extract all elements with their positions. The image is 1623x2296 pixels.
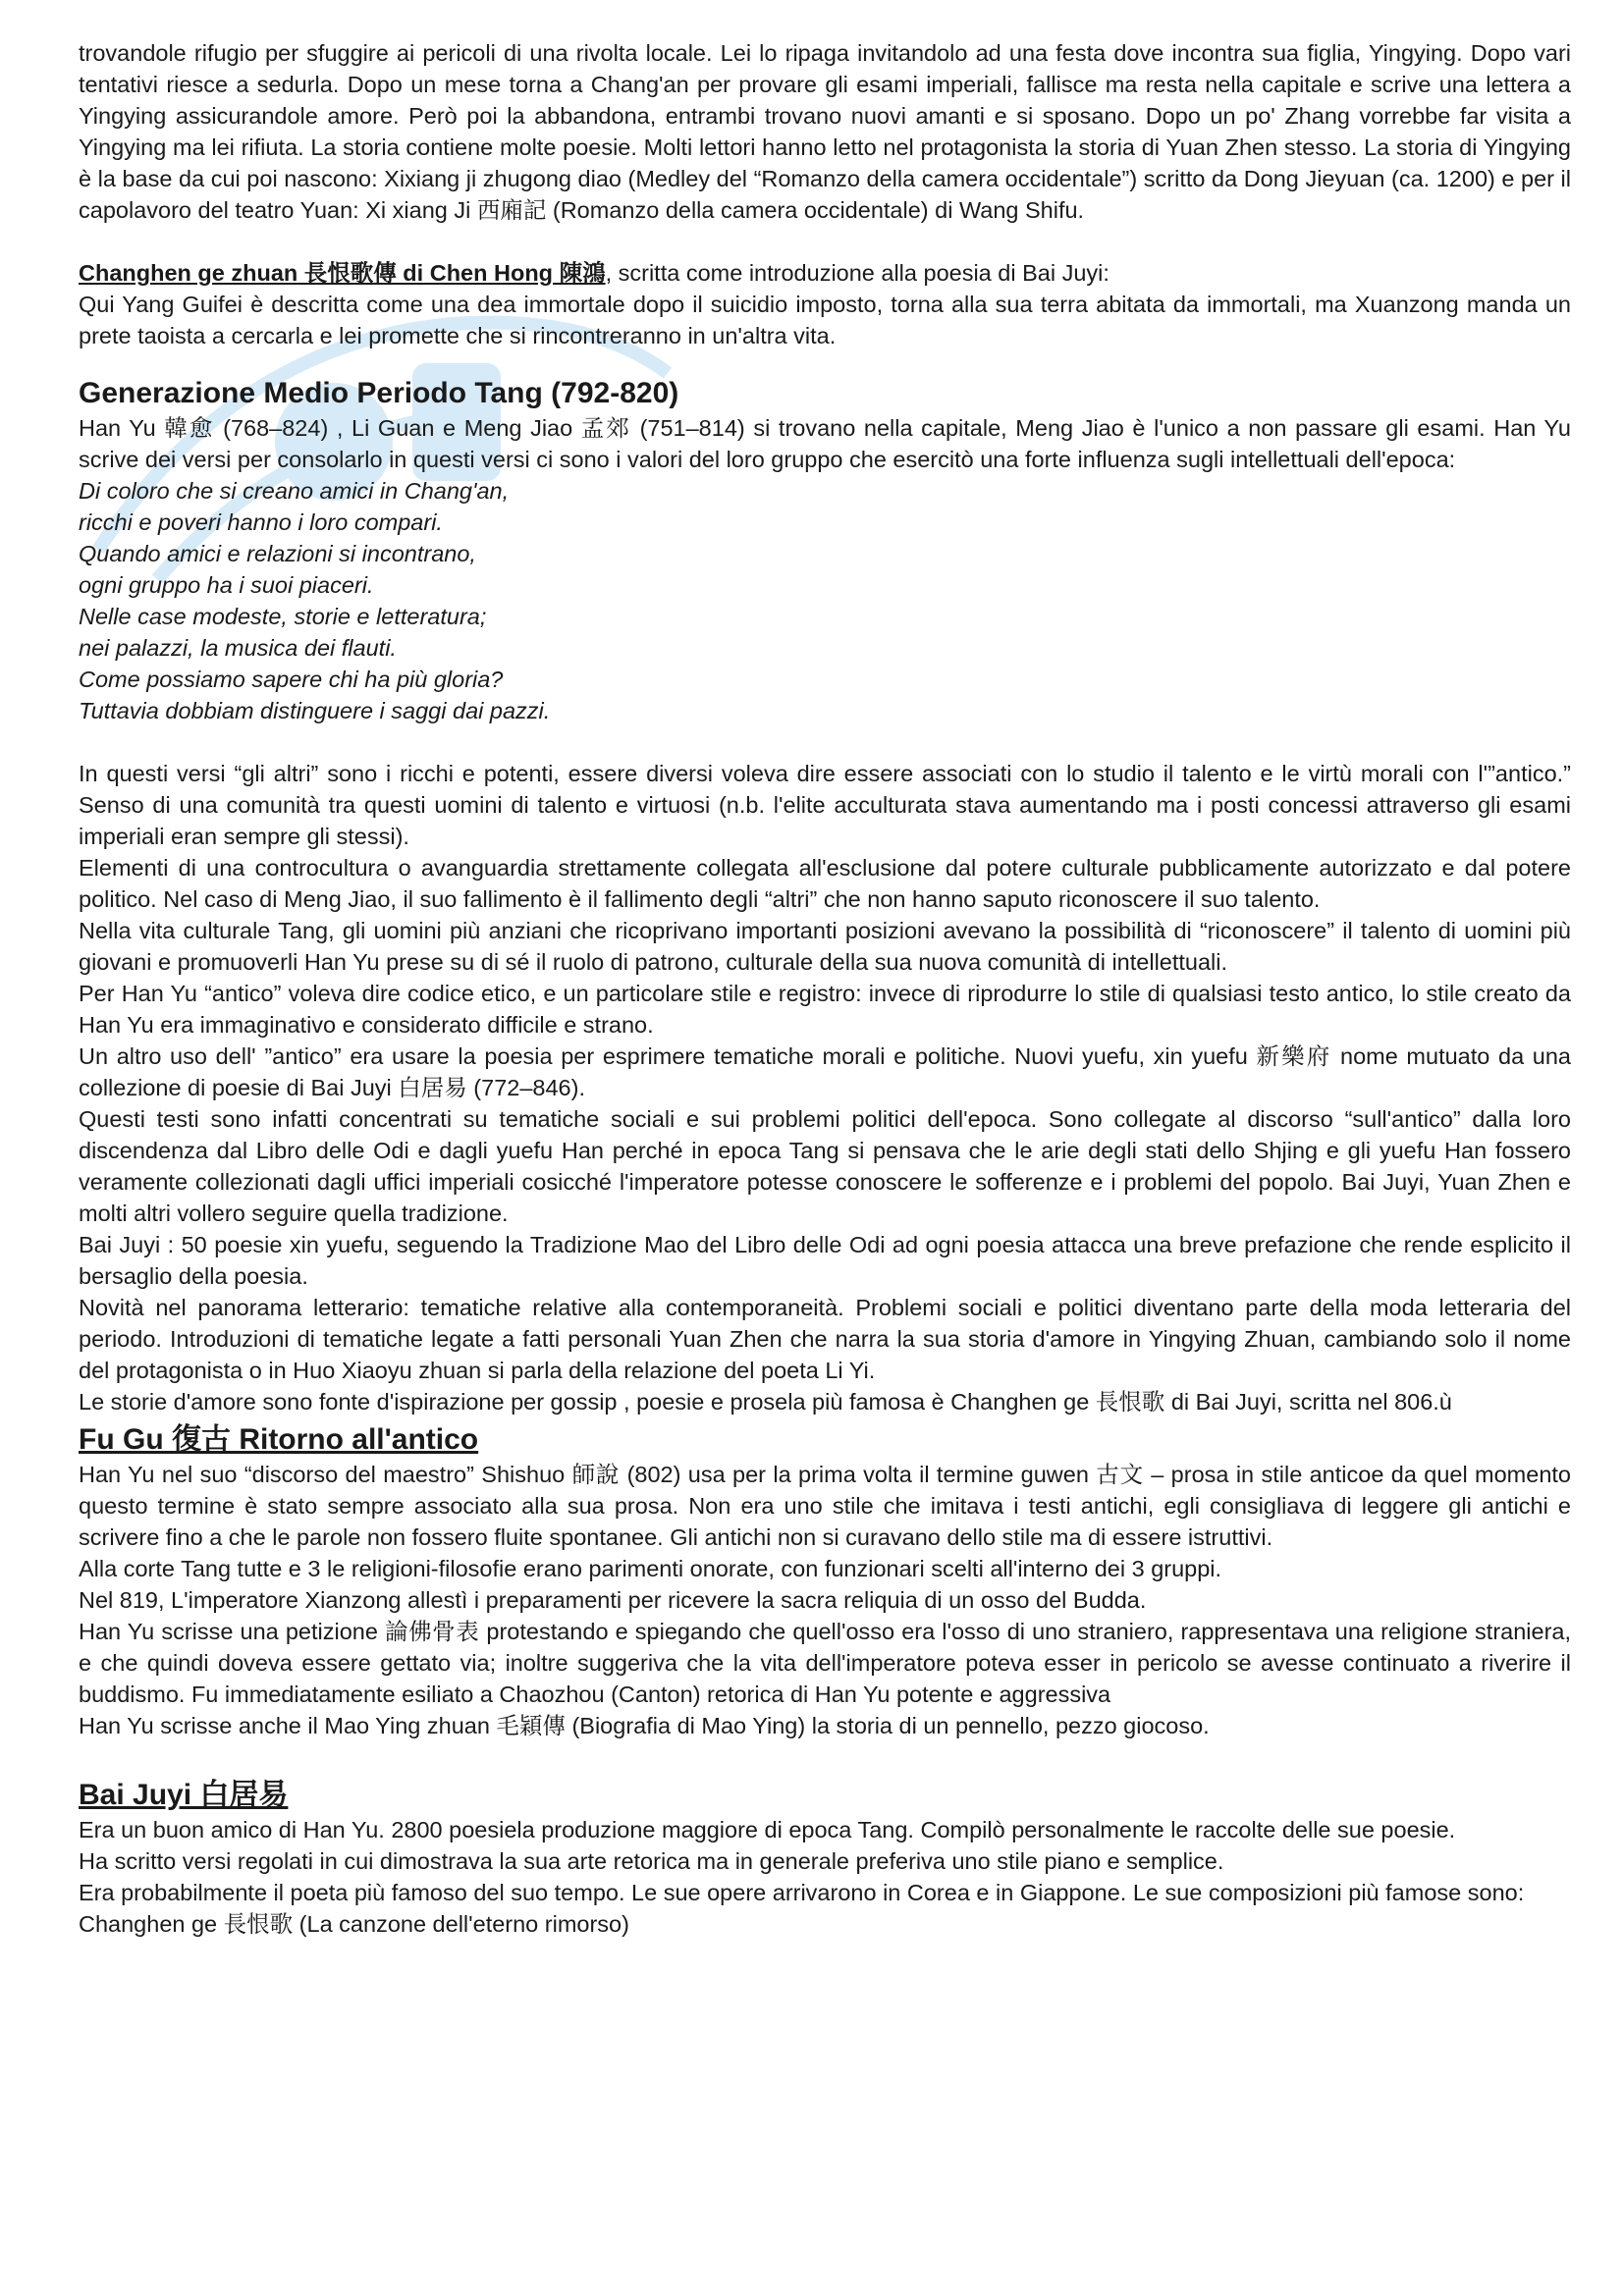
- paragraph: Bai Juyi : 50 poesie xin yuefu, seguendo la Tradizione Mao del Libro delle Odi ad ogni poesia attacca una breve prefazione che rende esplicito il bersaglio della poesia.: [79, 1232, 1571, 1289]
- poem-line: nei palazzi, la musica dei flauti.: [79, 635, 397, 661]
- paragraph: Changhen ge 長恨歌 (La canzone dell'eterno rimorso): [79, 1911, 629, 1937]
- poem-block: [79, 475, 1571, 726]
- paragraph: Han Yu scrisse anche il Mao Ying zhuan 毛穎傳 (Biografia di Mao Ying) la storia di un pennello, pezzo giocoso.: [79, 1713, 1210, 1738]
- paragraph: Elementi di una controcultura o avanguardia strettamente collegata all'esclusione dal potere culturale pubblicamente autorizzato e dal potere politico. Nel caso di Meng Jiao, il suo fallimento è il fallimento degli “altri” che non hanno saputo riconoscere il suo talento.: [79, 855, 1571, 912]
- poem-line: Come possiamo sapere chi ha più gloria?: [79, 667, 504, 692]
- poem-line: Tuttavia dobbiam distinguere i saggi dai pazzi.: [79, 698, 551, 723]
- document-page: [79, 37, 1571, 1940]
- paragraph: Le storie d'amore sono fonte d'ispirazione per gossip , poesie e prosela più famosa è Changhen ge 長恨歌 di Bai Juyi, scritta nel 806.ù: [79, 1389, 1452, 1415]
- heading-bai-juyi: Bai Juyi 白居易: [79, 1779, 289, 1811]
- paragraph: Nella vita culturale Tang, gli uomini più anziani che ricoprivano importanti posizioni avevano la possibilità di “riconoscere” il talento di uomini più giovani e promuoverli Han Yu prese su di sé il ruolo di patrono, culturale della sua nuova comunità di intellettuali.: [79, 918, 1571, 975]
- poem-line: ogni gruppo ha i suoi piaceri.: [79, 572, 374, 598]
- paragraph-han-yu-intro: Han Yu 韓愈 (768–824) , Li Guan e Meng Jiao 孟郊 (751–814) si trovano nella capitale, Meng Jiao è l'unico a non passare gli esami. Han Yu scrive dei versi per consolarlo in questi versi ci sono i valori del loro gruppo che esercitò una forte influenza sugli intellettuali dell'epoca:: [79, 415, 1571, 472]
- poem-line: ricchi e poveri hanno i loro compari.: [79, 509, 443, 535]
- paragraph: Questi testi sono infatti concentrati su tematiche sociali e sui problemi politici dell'epoca. Sono collegate al discorso “sull'antico” dalla loro discendenza dal Libro delle Odi e dagli yuefu Han perché in epoca Tang si pensava che le arie degli stati dello Shjing e gli yuefu Han fossero veramente collezionati dagli uffici imperiali cosicché l'imperatore potesse conoscere le sofferenze e i problemi del popolo. Bai Juyi, Yuan Zhen e molti altri vollero seguire quella tradizione.: [79, 1106, 1571, 1226]
- paragraph: Era probabilmente il poeta più famoso del suo tempo. Le sue opere arrivarono in Corea e in Giappone. Le sue composizioni più famose sono:: [79, 1880, 1525, 1905]
- heading-generazione: Generazione Medio Periodo Tang (792-820): [79, 377, 679, 409]
- paragraph: Era un buon amico di Han Yu. 2800 poesiela produzione maggiore di epoca Tang. Compilò personalmente le raccolte delle sue poesie.: [79, 1817, 1456, 1842]
- paragraph: Per Han Yu “antico” voleva dire codice etico, e un particolare stile e registro: invece di riprodurre lo stile di qualsiasi testo antico, lo stile creato da Han Yu era immaginativo e considerato difficile e strano.: [79, 981, 1571, 1038]
- paragraph: In questi versi “gli altri” sono i ricchi e potenti, essere diversi voleva dire essere associati con lo studio il talento e le virtù morali con l'”antico.” Senso di una comunità tra questi uomini di talento e virtuosi (n.b. l'elite acculturata stava aumentando ma i posti concessi attraverso gli esami imperiali eran sempre gli stessi).: [79, 761, 1571, 849]
- paragraph-changhen-intro: [79, 257, 1571, 289]
- paragraph: Un altro uso dell' ”antico” era usare la poesia per esprimere tematiche morali e politiche. Nuovi yuefu, xin yuefu 新樂府 nome mutuato da una collezione di poesie di Bai Juyi 白居易 (772–846).: [79, 1043, 1571, 1100]
- paragraph: Alla corte Tang tutte e 3 le religioni-filosofie erano parimenti onorate, con funzionari scelti all'interno dei 3 gruppi.: [79, 1556, 1222, 1581]
- paragraph: Han Yu nel suo “discorso del maestro” Shishuo 師說 (802) usa per la prima volta il termine guwen 古文 – prosa in stile anticoe da quel momento questo termine è stato sempre associato alla sua prosa. Non era uno stile che imitava i testi antichi, egli consigliava di leggere gli antichi e scrivere fino a che le parole non fossero fluite spontanee. Gli antichi non si curavano dello stile ma di essere istruttivi.: [79, 1462, 1571, 1550]
- poem-line: Di coloro che si creano amici in Chang'an,: [79, 478, 510, 504]
- changhen-title: Changhen ge zhuan 長恨歌傳 di Chen Hong 陳鴻: [79, 260, 606, 286]
- paragraph-yang-guifei: Qui Yang Guifei è descritta come una dea immortale dopo il suicidio imposto, torna alla sua terra abitata da immortali, ma Xuanzong manda un prete taoista a cercarla e lei promette che si rincontreranno in un'altra vita.: [79, 292, 1571, 348]
- paragraph-yingying-summary: trovandole rifugio per sfuggire ai pericoli di una rivolta locale. Lei lo ripaga invitandolo ad una festa dove incontra sua figlia, Yingying. Dopo vari tentativi riesce a sedurla. Dopo un mese torna a Chang'an per provare gli esami imperiali, fallisce ma resta nella capitale e scrive una lettera a Yingying assicurandole amore. Però poi la abbandona, entrambi trovano nuovi amanti e si sposano. Dopo un po' Zhang vorrebbe far visita a Yingying ma lei rifiuta. La storia contiene molte poesie. Molti lettori hanno letto nel protagonista la storia di Yuan Zhen stesso. La storia di Yingying è la base da cui poi nascono: Xixiang ji zhugong diao (Medley del “Romanzo della camera occidentale”) scritto da Dong Jieyuan (ca. 1200) e per il capolavoro del teatro Yuan: Xi xiang Ji 西廂記 (Romanzo della camera occidentale) di Wang Shifu.: [79, 40, 1571, 223]
- paragraph: Novità nel panorama letterario: tematiche relative alla contemporaneità. Problemi sociali e politici diventano parte della moda letteraria del periodo. Introduzioni di tematiche legate a fatti personali Yuan Zhen che narra la sua storia d'amore in Yingying Zhuan, cambiando solo il nome del protagonista o in Huo Xiaoyu zhuan si parla della relazione del poeta Li Yi.: [79, 1295, 1571, 1383]
- paragraph: Han Yu scrisse una petizione 論佛骨表 protestando e spiegando che quell'osso era l'osso di uno straniero, rappresentava una religione straniera, e che quindi doveva essere gettato via; inoltre suggeriva che la vita dell'imperatore poteva esser in pericolo se avesse continuato a riverire il buddismo. Fu immediatamente esiliato a Chaozhou (Canton) retorica di Han Yu potente e aggressiva: [79, 1619, 1571, 1707]
- changhen-intro-rest: , scritta come introduzione alla poesia di Bai Juyi:: [605, 260, 1109, 286]
- paragraph: Ha scritto versi regolati in cui dimostrava la sua arte retorica ma in generale preferiva uno stile piano e semplice.: [79, 1848, 1224, 1874]
- paragraph: Nel 819, L'imperatore Xianzong allestì i preparamenti per ricevere la sacra reliquia di un osso del Budda.: [79, 1587, 1147, 1613]
- heading-fu-gu: Fu Gu 復古 Ritorno all'antico: [79, 1423, 479, 1456]
- poem-line: Quando amici e relazioni si incontrano,: [79, 541, 476, 566]
- poem-line: Nelle case modeste, storie e letteratura;: [79, 604, 487, 629]
